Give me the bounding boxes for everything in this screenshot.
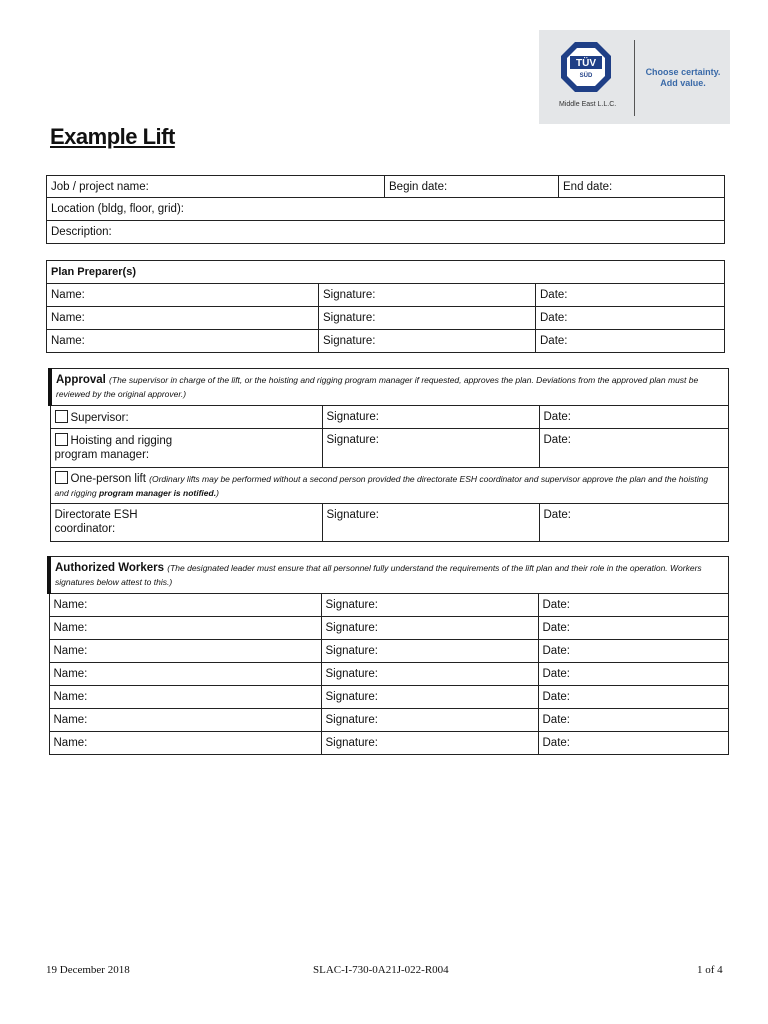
table-row <box>49 732 728 755</box>
approval-heading: Approval <box>56 374 106 386</box>
approval-heading-cell <box>50 369 728 406</box>
preparer-signature-field[interactable]: Signature: <box>319 284 536 307</box>
supervisor-checkbox[interactable] <box>55 410 68 423</box>
worker-date-field[interactable]: Date: <box>538 663 728 686</box>
logo-tagline: Choose certainty. Add value. <box>645 67 721 88</box>
one-person-lift-checkbox[interactable] <box>55 471 68 484</box>
worker-name-field[interactable]: Name: <box>49 709 321 732</box>
table-row <box>49 617 728 640</box>
location-field[interactable]: Location (bldg, floor, grid): <box>47 198 725 221</box>
supervisor-date-field[interactable]: Date: <box>539 406 728 429</box>
hoisting-date-field[interactable]: Date: <box>539 429 728 468</box>
worker-name-field[interactable]: Name: <box>49 732 321 755</box>
table-row <box>49 663 728 686</box>
worker-signature-field[interactable]: Signature: <box>321 709 538 732</box>
preparer-signature-field[interactable]: Signature: <box>319 330 536 353</box>
worker-signature-field[interactable]: Signature: <box>321 640 538 663</box>
preparer-date-field[interactable]: Date: <box>536 284 725 307</box>
table-row <box>47 330 725 353</box>
worker-name-field[interactable]: Name: <box>49 686 321 709</box>
hoisting-manager-field: Hoisting and rigging program manager: <box>50 429 322 468</box>
hoisting-signature-field[interactable]: Signature: <box>322 429 539 468</box>
approval-note: (The supervisor in charge of the lift, or the hoisting and rigging program manager if requested, approves the plan. Deviations from the approved plan must be reviewed by the original approver.) <box>56 375 699 399</box>
worker-name-field[interactable]: Name: <box>49 617 321 640</box>
authorized-workers-note: (The designated leader must ensure that all personnel fully understand the requirements of the lift plan and their role in the operation. Workers signatures below attest to this.) <box>55 563 702 587</box>
begin-date-field[interactable]: Begin date: <box>385 176 559 198</box>
worker-name-field[interactable]: Name: <box>49 594 321 617</box>
worker-date-field[interactable]: Date: <box>538 594 728 617</box>
worker-date-field[interactable]: Date: <box>538 640 728 663</box>
worker-signature-field[interactable]: Signature: <box>321 732 538 755</box>
table-row <box>49 709 728 732</box>
logo-subtitle: Middle East L.L.C. <box>559 101 617 108</box>
preparer-name-field[interactable]: Name: <box>47 307 319 330</box>
footer-doc-id: SLAC-I-730-0A21J-022-R004 <box>313 964 449 976</box>
worker-date-field[interactable]: Date: <box>538 686 728 709</box>
preparer-date-field[interactable]: Date: <box>536 330 725 353</box>
worker-name-field[interactable]: Name: <box>49 640 321 663</box>
worker-date-field[interactable]: Date: <box>538 732 728 755</box>
table-row <box>49 640 728 663</box>
description-field[interactable]: Description: <box>47 221 725 244</box>
authorized-workers-heading: Authorized Workers <box>55 562 165 574</box>
table-row <box>49 686 728 709</box>
project-name-field[interactable]: Job / project name: <box>47 176 385 198</box>
tuv-octagon-icon <box>560 41 612 93</box>
worker-signature-field[interactable]: Signature: <box>321 686 538 709</box>
worker-date-field[interactable]: Date: <box>538 617 728 640</box>
preparer-date-field[interactable]: Date: <box>536 307 725 330</box>
footer-date: 19 December 2018 <box>46 964 130 976</box>
svg-text:SÜD: SÜD <box>579 73 593 79</box>
logo-divider <box>634 40 635 116</box>
plan-preparers-heading: Plan Preparer(s) <box>47 261 725 284</box>
preparer-name-field[interactable]: Name: <box>47 284 319 307</box>
worker-signature-field[interactable]: Signature: <box>321 594 538 617</box>
worker-date-field[interactable]: Date: <box>538 709 728 732</box>
svg-text:TÜV: TÜV <box>576 58 596 69</box>
esh-coordinator-field: Directorate ESH coordinator: <box>50 504 322 542</box>
table-row <box>47 307 725 330</box>
page-title: Example Lift <box>50 124 175 149</box>
worker-signature-field[interactable]: Signature: <box>321 663 538 686</box>
table-row <box>47 284 725 307</box>
tuv-sud-logo <box>539 30 730 124</box>
worker-signature-field[interactable]: Signature: <box>321 617 538 640</box>
authorized-workers-heading-cell <box>49 557 728 594</box>
supervisor-signature-field[interactable]: Signature: <box>322 406 539 429</box>
esh-date-field[interactable]: Date: <box>539 504 728 542</box>
footer-page-number: 1 of 4 <box>697 964 723 976</box>
plan-preparers-table <box>46 260 725 353</box>
worker-name-field[interactable]: Name: <box>49 663 321 686</box>
approval-table <box>48 368 729 542</box>
preparer-signature-field[interactable]: Signature: <box>319 307 536 330</box>
hoisting-manager-checkbox[interactable] <box>55 433 68 446</box>
end-date-field[interactable]: End date: <box>559 176 725 198</box>
job-info-table <box>46 175 725 244</box>
supervisor-field: Supervisor: <box>50 406 322 429</box>
table-row <box>49 594 728 617</box>
preparer-name-field[interactable]: Name: <box>47 330 319 353</box>
esh-signature-field[interactable]: Signature: <box>322 504 539 542</box>
authorized-workers-table <box>47 556 729 755</box>
one-person-lift-field: One-person lift (Ordinary lifts may be performed without a second person provided the directorate ESH coordinator and supervisor approve the plan and the hoisting and rigging program manager is notified.) <box>50 468 728 504</box>
